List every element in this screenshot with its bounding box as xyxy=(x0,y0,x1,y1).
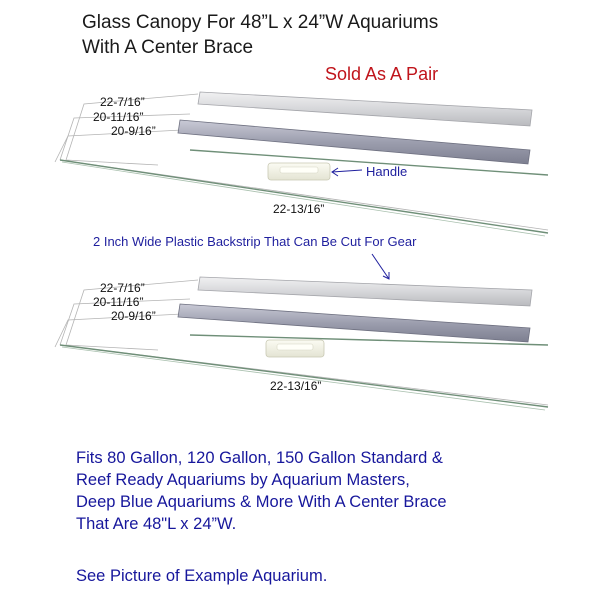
description-line-4: That Are 48"L x 24”W. xyxy=(76,515,237,533)
handle-label: Handle xyxy=(366,164,408,179)
top-dim-front: 20-9/16” xyxy=(111,124,156,138)
fit-description xyxy=(76,447,596,535)
sold-as-pair-tagline: Sold As A Pair xyxy=(325,64,439,84)
top-dim-back: 22-7/16” xyxy=(100,95,145,109)
example-aquarium-note: See Picture of Example Aquarium. xyxy=(76,567,328,585)
bottom-backstrip xyxy=(198,277,532,306)
top-dim-mid: 20-11/16” xyxy=(93,110,144,124)
backstrip-arrow xyxy=(372,254,389,279)
top-canopy-panel xyxy=(55,92,548,236)
top-backstrip xyxy=(198,92,532,126)
description-line-2: Reef Ready Aquariums by Aquarium Masters, xyxy=(76,471,410,489)
bottom-dim-length: 22-13/16” xyxy=(270,379,322,393)
bottom-handle xyxy=(266,340,324,357)
description-line-1: Fits 80 Gallon, 120 Gallon, 150 Gallon Standard & xyxy=(76,449,443,467)
top-back-bar xyxy=(178,120,530,164)
bottom-canopy-panel xyxy=(55,277,548,410)
backstrip-callout: 2 Inch Wide Plastic Backstrip That Can Be Cut For Gear xyxy=(93,234,417,249)
top-dim-length: 22-13/16” xyxy=(273,202,325,216)
top-handle xyxy=(268,163,330,180)
title-line-2: With A Center Brace xyxy=(82,37,254,58)
bottom-dim-back: 22-7/16” xyxy=(100,281,145,295)
title-line-1: Glass Canopy For 48”L x 24”W Aquariums xyxy=(82,12,439,33)
bottom-dim-mid: 20-11/16” xyxy=(93,295,144,309)
top-handle-arrow xyxy=(332,168,362,176)
description-line-3: Deep Blue Aquariums & More With A Center Brace xyxy=(76,493,447,511)
bottom-dim-front: 20-9/16” xyxy=(111,309,156,323)
